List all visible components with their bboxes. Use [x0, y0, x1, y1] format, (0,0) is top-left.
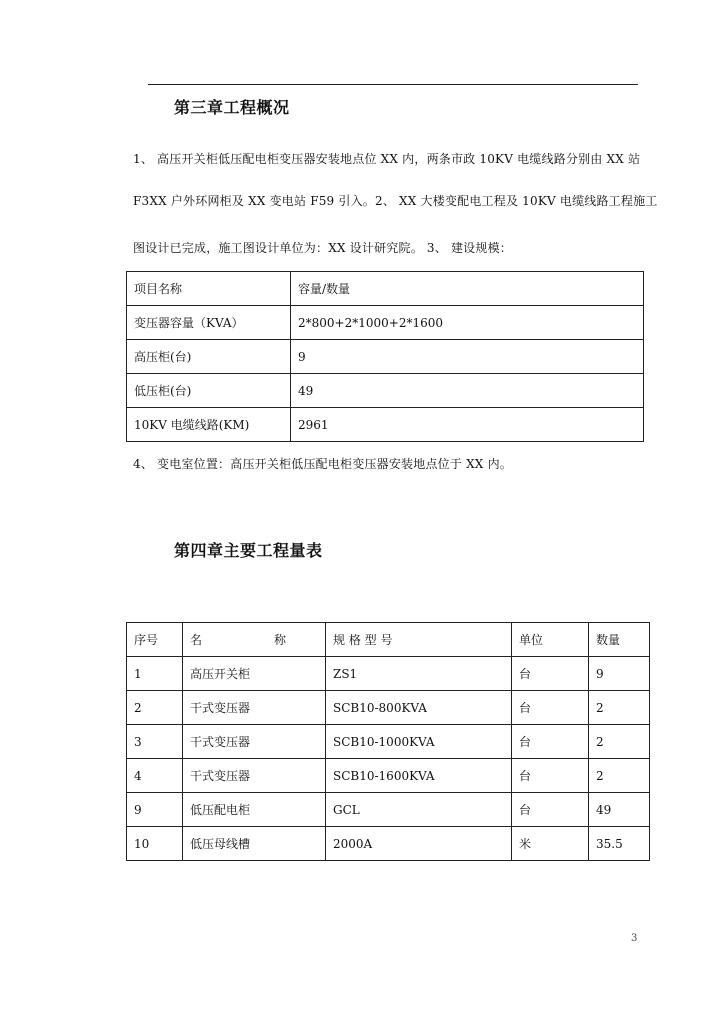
table-cell: 高压柜(台) [127, 340, 291, 374]
table-row [127, 408, 644, 442]
table-cell: 49 [291, 374, 644, 408]
overview-line-2: F3XX 户外环网柜及 XX 变电站 F59 引入。2、 XX 大楼变配电工程及 10KV 电缆线路工程施工 [133, 194, 658, 208]
table-row [127, 691, 650, 725]
table-cell: 10KV 电缆线路(KM) [127, 408, 291, 442]
overview-line-3: 图设计已完成，施工图设计单位为：XX 设计研究院。 3、 建设规模： [133, 241, 512, 255]
header-rule [148, 84, 638, 85]
header-cell-unit: 单位 [512, 623, 589, 657]
table-cell: 3 [127, 725, 183, 759]
table-cell: 4 [127, 759, 183, 793]
table-cell: 2 [589, 759, 650, 793]
page-number: 3 [631, 933, 638, 944]
table-cell: 10 [127, 827, 183, 861]
table-row [127, 759, 650, 793]
table-cell: 干式变压器 [183, 725, 326, 759]
table-cell: 9 [127, 793, 183, 827]
table-cell: 2 [589, 691, 650, 725]
table-cell: 台 [512, 691, 589, 725]
table-header-row [127, 623, 650, 657]
table-cell: 2000A [326, 827, 512, 861]
table-cell: ZS1 [326, 657, 512, 691]
quantity-table [126, 622, 650, 861]
table-row [127, 725, 650, 759]
table-row [127, 340, 644, 374]
table-row [127, 306, 644, 340]
header-name-char-1: 名 [190, 633, 203, 647]
chapter-3-title: 第三章工程概况 [174, 98, 290, 117]
table-cell: 台 [512, 759, 589, 793]
construction-scale-table [126, 271, 644, 442]
header-cell-capacity: 容量/数量 [291, 272, 644, 306]
table-cell: SCB10-1000KVA [326, 725, 512, 759]
overview-line-1: 1、 高压开关柜低压配电柜变压器安装地点位 XX 内，两条市政 10KV 电缆线路分别由 XX 站 [133, 152, 641, 166]
table-cell: 低压柜(台) [127, 374, 291, 408]
header-cell-serial: 序号 [127, 623, 183, 657]
table-cell: 台 [512, 725, 589, 759]
table-row [127, 793, 650, 827]
table-row [127, 374, 644, 408]
table-cell: 2 [127, 691, 183, 725]
table-header-row [127, 272, 644, 306]
table-cell: SCB10-1600KVA [326, 759, 512, 793]
table-cell: 台 [512, 657, 589, 691]
table-cell: 变压器容量（KVA） [127, 306, 291, 340]
table-cell: 低压母线槽 [183, 827, 326, 861]
table-cell: 49 [589, 793, 650, 827]
table-cell: SCB10-800KVA [326, 691, 512, 725]
chapter-4-title: 第四章主要工程量表 [174, 541, 323, 560]
table-row [127, 657, 650, 691]
table-cell: 9 [291, 340, 644, 374]
table-row [127, 827, 650, 861]
table-cell: 2*800+2*1000+2*1600 [291, 306, 644, 340]
substation-location-line: 4、 变电室位置：高压开关柜低压配电柜变压器安装地点位于 XX 内。 [133, 457, 512, 471]
header-cell-name [183, 623, 326, 657]
table-cell: 低压配电柜 [183, 793, 326, 827]
table-cell: 2961 [291, 408, 644, 442]
header-cell-spec: 规 格 型 号 [326, 623, 512, 657]
table-cell: 35.5 [589, 827, 650, 861]
header-cell-quantity: 数量 [589, 623, 650, 657]
table-cell: 2 [589, 725, 650, 759]
table-cell: 干式变压器 [183, 759, 326, 793]
table-cell: 米 [512, 827, 589, 861]
table-cell: 台 [512, 793, 589, 827]
table-cell: GCL [326, 793, 512, 827]
table-cell: 干式变压器 [183, 691, 326, 725]
table-cell: 高压开关柜 [183, 657, 326, 691]
table-cell: 1 [127, 657, 183, 691]
header-cell-item-name: 项目名称 [127, 272, 291, 306]
table-cell: 9 [589, 657, 650, 691]
header-name-char-2: 称 [273, 633, 286, 647]
